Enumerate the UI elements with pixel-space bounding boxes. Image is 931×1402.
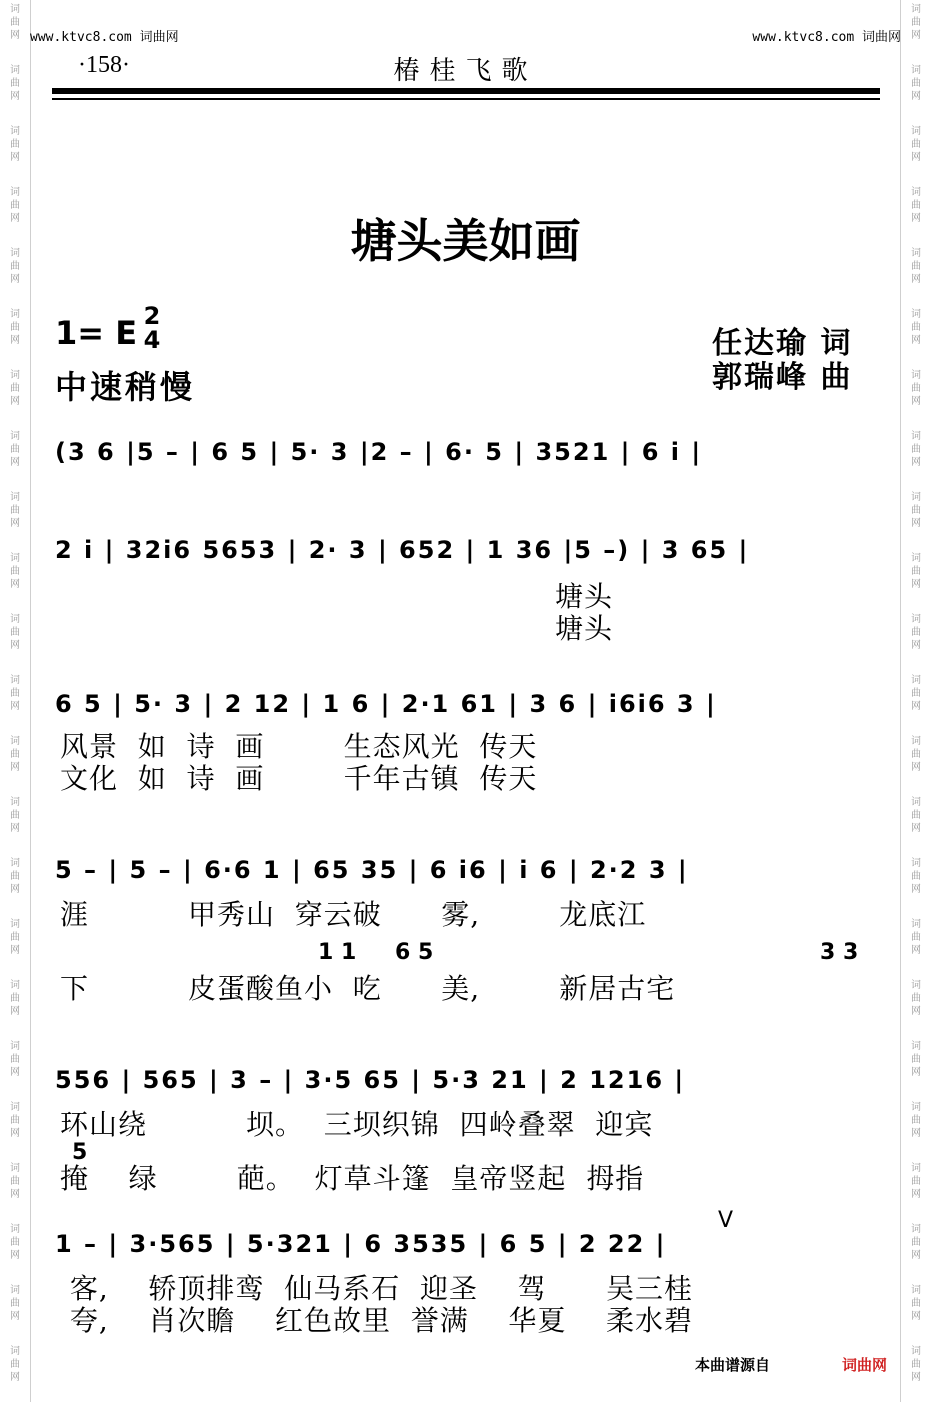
watermark-glyph: 网 — [10, 945, 20, 956]
score-line-6: 1 – | 3·565 | 5·321 | 6 3535 | 6 5 | 2 22 | — [55, 1230, 667, 1258]
watermark-glyph: 曲 — [911, 871, 921, 882]
watermark-glyph: 曲 — [10, 1237, 20, 1248]
watermark-glyph: 曲 — [10, 1298, 20, 1309]
watermark-glyph: 词 — [911, 187, 921, 198]
watermark-glyph: 词 — [10, 1041, 20, 1052]
watermark-glyph: 网 — [911, 30, 921, 41]
page-number: ·158· — [78, 52, 130, 78]
lyric-line-6-verse-2: 夸, 肖次瞻 红色故里 誉满 华夏 柔水碧 — [60, 1304, 694, 1337]
watermark-glyph: 网 — [10, 1372, 20, 1383]
watermark-glyph: 网 — [10, 1311, 20, 1322]
watermark-glyph: 网 — [911, 1006, 921, 1017]
watermark-glyph: 词 — [911, 492, 921, 503]
watermark-glyph: 词 — [10, 126, 20, 137]
watermark-glyph: 网 — [911, 823, 921, 834]
watermark-glyph: 网 — [911, 335, 921, 346]
lyric-line-2-verse-2: 塘头 — [60, 612, 614, 645]
watermark-glyph: 曲 — [911, 17, 921, 28]
watermark-glyph: 网 — [10, 1067, 20, 1078]
watermark-glyph: 曲 — [911, 444, 921, 455]
watermark-glyph: 曲 — [911, 1115, 921, 1126]
watermark-glyph: 网 — [10, 823, 20, 834]
watermark-glyph: 曲 — [10, 444, 20, 455]
alt-notes-d: 5 — [72, 1140, 88, 1165]
watermark-glyph: 词 — [10, 797, 20, 808]
site-url-right: www.ktvc8.com 词曲网 — [752, 30, 901, 45]
watermark-glyph: 曲 — [10, 1054, 20, 1065]
watermark-glyph: 词 — [911, 797, 921, 808]
watermark-glyph: 词 — [911, 309, 921, 320]
watermark-glyph: 词 — [10, 4, 20, 15]
watermark-glyph: 词 — [10, 614, 20, 625]
watermark-glyph: 网 — [10, 152, 20, 163]
watermark-glyph: 曲 — [10, 78, 20, 89]
watermark-glyph: 网 — [10, 457, 20, 468]
watermark-glyph: 曲 — [911, 627, 921, 638]
alt-notes-c: 3 3 — [820, 940, 859, 965]
watermark-glyph: 曲 — [10, 810, 20, 821]
lyric-line-5-verse-2: 掩 绿 葩。 灯草斗篷 皇帝竖起 拇指 — [60, 1162, 645, 1195]
watermark-glyph: 网 — [10, 213, 20, 224]
watermark-glyph: 网 — [10, 274, 20, 285]
watermark-glyph: 网 — [911, 762, 921, 773]
composer-credit: 郭瑞峰 曲 — [712, 360, 853, 395]
watermark-glyph: 曲 — [10, 932, 20, 943]
watermark-glyph: 网 — [911, 1067, 921, 1078]
watermark-glyph: 词 — [911, 1102, 921, 1113]
watermark-glyph: 词 — [911, 126, 921, 137]
watermark-glyph: 词 — [911, 553, 921, 564]
watermark-glyph: 词 — [911, 4, 921, 15]
watermark-glyph: 词 — [10, 309, 20, 320]
watermark-glyph: 网 — [911, 701, 921, 712]
watermark-glyph: 网 — [10, 579, 20, 590]
meter-bottom: 4 — [143, 326, 161, 354]
watermark-glyph: 词 — [911, 1224, 921, 1235]
watermark-glyph: 曲 — [10, 261, 20, 272]
watermark-glyph: 词 — [911, 248, 921, 259]
lyric-line-4-verse-2: 下 皮蛋酸鱼小 吃 美, 新居古宅 — [60, 972, 676, 1005]
watermark-glyph: 曲 — [911, 1054, 921, 1065]
watermark-glyph: 网 — [911, 1372, 921, 1383]
watermark-glyph: 网 — [10, 396, 20, 407]
watermark-glyph: 网 — [10, 640, 20, 651]
watermark-glyph: 词 — [10, 1285, 20, 1296]
watermark-glyph: 曲 — [10, 566, 20, 577]
lyric-line-5-verse-1: 环山绕 坝。 三坝织锦 四岭叠翠 迎宾 — [60, 1108, 654, 1141]
watermark-glyph: 词 — [911, 1346, 921, 1357]
watermark-glyph: 网 — [10, 335, 20, 346]
watermark-glyph: 词 — [10, 919, 20, 930]
song-title: 塘头美如画 — [350, 214, 581, 268]
lyric-line-6-verse-1: 客, 轿顶排鸾 仙马系石 迎圣 驾 吴三桂 — [60, 1272, 694, 1305]
watermark-glyph: 词 — [10, 675, 20, 686]
watermark-glyph: 网 — [911, 457, 921, 468]
watermark-glyph: 词 — [10, 858, 20, 869]
watermark-glyph: 曲 — [911, 1298, 921, 1309]
alt-notes-b: 6 5 — [395, 940, 434, 965]
watermark-glyph: 曲 — [10, 871, 20, 882]
watermark-glyph: 词 — [10, 187, 20, 198]
watermark-glyph: 曲 — [10, 200, 20, 211]
watermark-glyph: 曲 — [10, 1176, 20, 1187]
watermark-glyph: 网 — [911, 396, 921, 407]
watermark-glyph: 词 — [911, 980, 921, 991]
watermark-glyph: 曲 — [911, 932, 921, 943]
watermark-glyph: 曲 — [911, 993, 921, 1004]
watermark-glyph: 词 — [10, 248, 20, 259]
watermark-glyph: 词 — [911, 675, 921, 686]
watermark-glyph: 网 — [10, 1250, 20, 1261]
watermark-glyph: 网 — [10, 91, 20, 102]
watermark-glyph: 网 — [10, 518, 20, 529]
watermark-glyph: 曲 — [911, 383, 921, 394]
watermark-glyph: 词 — [10, 1102, 20, 1113]
watermark-glyph: 曲 — [10, 688, 20, 699]
time-signature — [140, 304, 164, 352]
watermark-glyph: 词 — [911, 1285, 921, 1296]
watermark-glyph: 词 — [911, 431, 921, 442]
watermark-glyph: 网 — [10, 762, 20, 773]
breath-mark: V — [718, 1208, 734, 1233]
watermark-glyph: 词 — [10, 370, 20, 381]
watermark-glyph: 词 — [911, 919, 921, 930]
watermark-glyph: 网 — [10, 884, 20, 895]
watermark-glyph: 曲 — [911, 505, 921, 516]
watermark-glyph: 曲 — [911, 749, 921, 760]
header-rule-thick — [52, 88, 880, 94]
header-rule-thin — [52, 98, 880, 100]
meter-top: 2 — [143, 302, 161, 330]
watermark-glyph: 词 — [10, 1224, 20, 1235]
watermark-glyph: 网 — [911, 1311, 921, 1322]
watermark-glyph: 词 — [10, 1346, 20, 1357]
book-title: 椿桂飞歌 — [393, 56, 538, 86]
tempo-marking: 中速稍慢 — [55, 368, 196, 406]
alt-notes-a: 1 1 — [318, 940, 357, 965]
watermark-glyph: 网 — [911, 1250, 921, 1261]
watermark-glyph: 网 — [10, 1006, 20, 1017]
watermark-glyph: 词 — [10, 980, 20, 991]
watermark-glyph: 曲 — [911, 688, 921, 699]
footer-source-label: 本曲谱源自 — [695, 1356, 771, 1374]
watermark-glyph: 网 — [10, 1128, 20, 1139]
watermark-glyph: 网 — [10, 1189, 20, 1200]
watermark-glyph: 曲 — [911, 1176, 921, 1187]
watermark-glyph: 词 — [10, 553, 20, 564]
watermark-glyph: 网 — [911, 579, 921, 590]
watermark-glyph: 曲 — [911, 78, 921, 89]
lyric-line-4-verse-1: 涯 甲秀山 穿云破 雾, 龙底江 — [60, 898, 647, 931]
watermark-glyph: 词 — [911, 614, 921, 625]
watermark-glyph: 曲 — [10, 322, 20, 333]
watermark-glyph: 曲 — [911, 322, 921, 333]
watermark-glyph: 词 — [911, 1163, 921, 1174]
score-line-3: 6 5 | 5· 3 | 2 12 | 1 6 | 2·1 61 | 3 6 | i6i6 3 | — [55, 690, 717, 718]
watermark-glyph: 词 — [10, 1163, 20, 1174]
watermark-glyph: 网 — [911, 1128, 921, 1139]
watermark-glyph: 曲 — [10, 1359, 20, 1370]
key-signature: 1= E — [55, 314, 138, 352]
watermark-glyph: 网 — [911, 945, 921, 956]
watermark-glyph: 词 — [911, 370, 921, 381]
watermark-glyph: 曲 — [10, 627, 20, 638]
watermark-glyph: 曲 — [911, 139, 921, 150]
lyric-line-2-verse-1: 塘头 — [60, 580, 614, 613]
score-line-5: 556 | 565 | 3 – | 3·5 65 | 5·3 21 | 2 1216 | — [55, 1066, 686, 1094]
watermark-glyph: 曲 — [10, 139, 20, 150]
watermark-glyph: 曲 — [10, 17, 20, 28]
watermark-glyph: 曲 — [10, 1115, 20, 1126]
footer-source-site: 词曲网 — [842, 1356, 888, 1374]
watermark-glyph: 词 — [911, 858, 921, 869]
watermark-glyph: 曲 — [10, 749, 20, 760]
watermark-glyph: 词 — [10, 431, 20, 442]
watermark-glyph: 曲 — [10, 993, 20, 1004]
watermark-glyph: 曲 — [911, 1237, 921, 1248]
watermark-glyph: 网 — [911, 884, 921, 895]
watermark-glyph: 词 — [911, 736, 921, 747]
score-line-4: 5 – | 5 – | 6·6 1 | 65 35 | 6 i6 | i 6 | 2·2 3 | — [55, 856, 689, 884]
lyric-line-3-verse-1: 风景 如 诗 画 生态风光 传天 — [60, 730, 538, 763]
watermark-glyph: 曲 — [911, 261, 921, 272]
lyricist-credit: 任达瑜 词 — [712, 326, 853, 361]
watermark-glyph: 网 — [10, 30, 20, 41]
watermark-glyph: 网 — [911, 518, 921, 529]
watermark-glyph: 词 — [911, 65, 921, 76]
watermark-glyph: 词 — [10, 65, 20, 76]
watermark-glyph: 网 — [911, 1189, 921, 1200]
watermark-glyph: 词 — [10, 736, 20, 747]
watermark-glyph: 词 — [911, 1041, 921, 1052]
watermark-glyph: 曲 — [10, 505, 20, 516]
watermark-glyph: 网 — [911, 640, 921, 651]
watermark-glyph: 词 — [10, 492, 20, 503]
watermark-glyph: 网 — [911, 213, 921, 224]
watermark-glyph: 网 — [911, 274, 921, 285]
watermark-glyph: 网 — [911, 91, 921, 102]
score-line-1: (3 6 |5 – | 6 5 | 5· 3 |2 – | 6· 5 | 3521 | 6 i | — [55, 438, 703, 466]
site-url-left: www.ktvc8.com 词曲网 — [30, 30, 179, 45]
watermark-glyph: 曲 — [911, 566, 921, 577]
score-line-2: 2 i | 32i6 5653 | 2· 3 | 652 | 1 36 |5 –) | 3 65 | — [55, 536, 750, 564]
watermark-glyph: 曲 — [911, 810, 921, 821]
watermark-glyph: 曲 — [911, 200, 921, 211]
watermark-glyph: 网 — [10, 701, 20, 712]
watermark-glyph: 曲 — [911, 1359, 921, 1370]
watermark-glyph: 曲 — [10, 383, 20, 394]
watermark-glyph: 网 — [911, 152, 921, 163]
lyric-line-3-verse-2: 文化 如 诗 画 千年古镇 传天 — [60, 762, 538, 795]
